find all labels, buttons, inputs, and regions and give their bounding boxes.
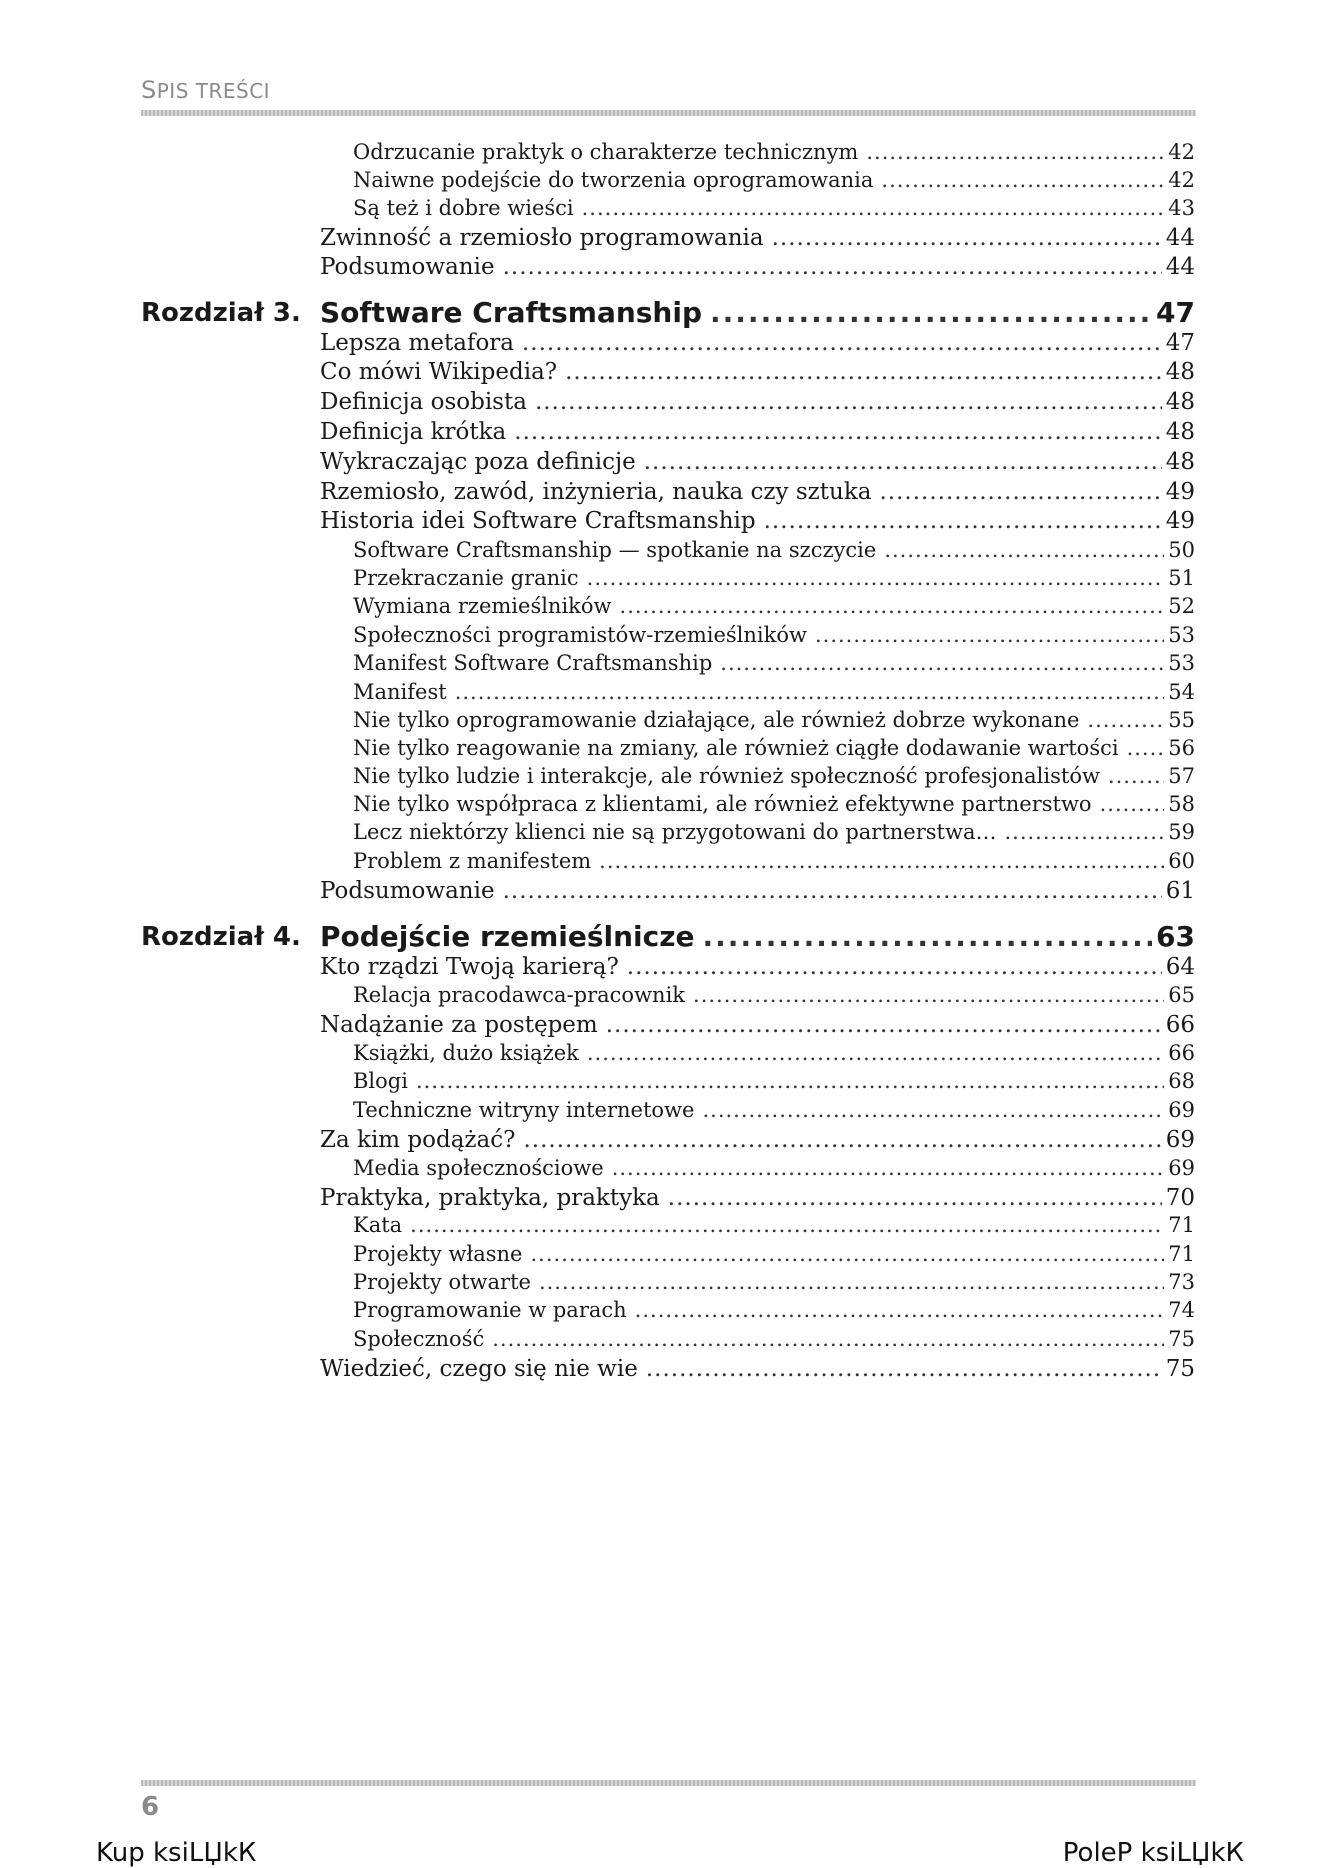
leader-dots: [879, 479, 1161, 505]
entry-title: Rzemiosło, zawód, inżynieria, nauka czy sztuka: [320, 479, 872, 505]
entry-title: Definicja krótka: [320, 419, 507, 445]
chapter-page: 47: [1156, 296, 1195, 329]
entry-title: Podsumowanie: [320, 254, 495, 280]
leader-dots: [539, 1270, 1164, 1294]
leader-dots: [702, 1098, 1164, 1122]
entry-page: 48: [1165, 359, 1195, 385]
entry-page: 49: [1165, 508, 1195, 534]
entry-title: Definicja osobista: [320, 389, 527, 415]
leader-dots: [646, 1356, 1162, 1382]
leader-dots: [416, 1069, 1164, 1093]
entry-page: 52: [1168, 594, 1195, 618]
entry-page: 42: [1168, 140, 1195, 164]
entry-page: 58: [1168, 792, 1195, 816]
toc-subsection-entry[interactable]: [353, 792, 1195, 816]
entry-page: 53: [1168, 651, 1195, 675]
entry-page: 48: [1165, 449, 1195, 475]
entry-title: Lepsza metafora: [320, 330, 514, 356]
entry-page: 42: [1168, 168, 1195, 192]
toc-section-entry[interactable]: [320, 254, 1195, 280]
entry-title: Wymiana rzemieślników: [353, 594, 612, 618]
leader-dots: [668, 1185, 1162, 1211]
footer-buy-link[interactable]: Kup ksiLЏkК: [96, 1838, 257, 1868]
entry-title: Nie tylko reagowanie na zmiany, ale również ciągłe dodawanie wartości: [353, 736, 1119, 760]
entry-title: Media społecznościowe: [353, 1156, 604, 1180]
leader-dots: [587, 566, 1165, 590]
entry-title: Kto rządzi Twoją karierą?: [320, 954, 619, 980]
toc-subsection-entry[interactable]: [353, 566, 1195, 590]
leader-dots: [612, 1156, 1165, 1180]
entry-page: 69: [1168, 1098, 1195, 1122]
leader-dots: [522, 330, 1162, 356]
running-header: [141, 76, 270, 104]
leader-dots: [627, 954, 1162, 980]
chapter-page: 63: [1156, 920, 1195, 953]
chapter-label: Rozdział 4.: [141, 922, 301, 952]
leader-dots: [503, 878, 1162, 904]
entry-title: Lecz niektórzy klienci nie są przygotowani do partnerstwa…: [353, 820, 997, 844]
entry-title: Problem z manifestem: [353, 849, 592, 873]
running-header-rest: PIS TREŚCI: [156, 79, 271, 103]
entry-page: 73: [1168, 1270, 1195, 1294]
entry-title: Nadążanie za postępem: [320, 1012, 598, 1038]
leader-dots: [582, 196, 1165, 220]
entry-title: Wiedzieć, czego się nie wie: [320, 1356, 638, 1382]
toc-section-entry[interactable]: [320, 1356, 1195, 1382]
running-header-initial: S: [141, 76, 157, 104]
leader-dots: [1087, 708, 1164, 732]
header-rule: [141, 110, 1196, 116]
page-number: 6: [141, 1792, 160, 1822]
entry-title: Naiwne podejście do tworzenia oprogramowania: [353, 168, 874, 192]
entry-title: Projekty otwarte: [353, 1270, 531, 1294]
entry-title: Za kim podążać?: [320, 1127, 516, 1153]
leader-dots: [772, 225, 1162, 251]
entry-page: 59: [1168, 820, 1195, 844]
leader-dots: [492, 1327, 1164, 1351]
toc-section-entry[interactable]: [320, 508, 1195, 534]
leader-dots: [599, 849, 1164, 873]
toc-subsection-entry[interactable]: [353, 1156, 1195, 1180]
entry-page: 43: [1168, 196, 1195, 220]
entry-title: Odrzucanie praktyk o charakterze technicznym: [353, 140, 859, 164]
entry-page: 54: [1168, 680, 1195, 704]
entry-title: Relacja pracodawca-pracownik: [353, 983, 686, 1007]
chapter-title: Software Craftsmanship: [320, 296, 703, 329]
toc-subsection-entry[interactable]: [353, 594, 1195, 618]
toc-subsection-entry[interactable]: [353, 849, 1195, 873]
toc-subsection-entry[interactable]: [353, 764, 1195, 788]
entry-title: Praktyka, praktyka, praktyka: [320, 1185, 660, 1211]
entry-page: 60: [1168, 849, 1195, 873]
entry-title: Wykraczając poza definicje: [320, 449, 636, 475]
leader-dots: [866, 140, 1164, 164]
toc-subsection-entry[interactable]: [353, 168, 1195, 192]
leader-dots: [531, 1242, 1165, 1266]
toc-section-entry[interactable]: [320, 1127, 1195, 1153]
leader-dots: [764, 508, 1162, 534]
toc-subsection-entry[interactable]: [353, 1098, 1195, 1122]
toc-chapter-entry[interactable]: [320, 920, 1195, 953]
entry-title: Podsumowanie: [320, 878, 495, 904]
leader-dots: [514, 419, 1161, 445]
entry-page: 65: [1168, 983, 1195, 1007]
toc-section-entry[interactable]: [320, 359, 1195, 385]
entry-title: Techniczne witryny internetowe: [353, 1098, 695, 1122]
entry-page: 48: [1165, 389, 1195, 415]
leader-dots: [606, 1012, 1162, 1038]
entry-title: Zwinność a rzemiosło programowania: [320, 225, 764, 251]
entry-title: Co mówi Wikipedia?: [320, 359, 558, 385]
leader-dots: [635, 1298, 1165, 1322]
leader-dots: [1004, 820, 1164, 844]
entry-title: Nie tylko ludzie i interakcje, ale również społeczność profesjonalistów: [353, 764, 1100, 788]
entry-page: 71: [1168, 1213, 1195, 1237]
entry-page: 56: [1168, 736, 1195, 760]
entry-page: 69: [1168, 1156, 1195, 1180]
leader-dots: [455, 680, 1165, 704]
entry-page: 51: [1168, 566, 1195, 590]
toc-section-entry[interactable]: [320, 1012, 1195, 1038]
entry-title: Społeczności programistów-rzemieślników: [353, 623, 807, 647]
leader-dots: [703, 920, 1153, 953]
leader-dots: [881, 168, 1164, 192]
toc-subsection-entry[interactable]: [353, 1213, 1195, 1237]
toc-section-entry[interactable]: [320, 1185, 1195, 1211]
entry-page: 70: [1165, 1185, 1195, 1211]
leader-dots: [620, 594, 1165, 618]
leader-dots: [644, 449, 1162, 475]
entry-page: 66: [1168, 1041, 1195, 1065]
toc-subsection-entry[interactable]: [353, 708, 1195, 732]
toc-subsection-entry[interactable]: [353, 140, 1195, 164]
toc-subsection-entry[interactable]: [353, 196, 1195, 220]
entry-page: 50: [1168, 538, 1195, 562]
toc-section-entry[interactable]: [320, 330, 1195, 356]
leader-dots: [720, 651, 1164, 675]
toc-subsection-entry[interactable]: [353, 1298, 1195, 1322]
entry-title: Są też i dobre wieści: [353, 196, 574, 220]
toc-subsection-entry[interactable]: [353, 1069, 1195, 1093]
entry-title: Projekty własne: [353, 1242, 523, 1266]
entry-page: 49: [1165, 479, 1195, 505]
entry-page: 53: [1168, 623, 1195, 647]
toc-section-entry[interactable]: [320, 389, 1195, 415]
entry-title: Manifest: [353, 680, 447, 704]
entry-page: 68: [1168, 1069, 1195, 1093]
entry-title: Historia idei Software Craftsmanship: [320, 508, 756, 534]
entry-title: Blogi: [353, 1069, 408, 1093]
entry-page: 75: [1165, 1356, 1195, 1382]
toc-subsection-entry[interactable]: [353, 820, 1195, 844]
leader-dots: [565, 359, 1162, 385]
entry-title: Programowanie w parach: [353, 1298, 627, 1322]
toc-chapter-entry[interactable]: [320, 296, 1195, 329]
leader-dots: [710, 296, 1152, 329]
leader-dots: [535, 389, 1162, 415]
toc-subsection-entry[interactable]: [353, 538, 1195, 562]
toc-section-entry[interactable]: [320, 419, 1195, 445]
entry-title: Społeczność: [353, 1327, 485, 1351]
entry-title: Nie tylko oprogramowanie działające, ale również dobrze wykonane: [353, 708, 1080, 732]
entry-title: Nie tylko współpraca z klientami, ale również efektywne partnerstwo: [353, 792, 1092, 816]
toc-subsection-entry[interactable]: [353, 1041, 1195, 1065]
toc-section-entry[interactable]: [320, 449, 1195, 475]
entry-title: Manifest Software Craftsmanship: [353, 651, 713, 675]
entry-page: 64: [1165, 954, 1195, 980]
entry-title: Kata: [353, 1213, 403, 1237]
chapter-title: Podejście rzemieślnicze: [320, 920, 695, 953]
entry-page: 44: [1165, 225, 1195, 251]
toc-section-entry[interactable]: [320, 225, 1195, 251]
entry-page: 74: [1168, 1298, 1195, 1322]
footer-recommend-link[interactable]: PoleР ksiLЏkК: [1062, 1838, 1244, 1868]
entry-title: Książki, dużo książek: [353, 1041, 579, 1065]
entry-page: 47: [1165, 330, 1195, 356]
toc-subsection-entry[interactable]: [353, 623, 1195, 647]
entry-page: 55: [1168, 708, 1195, 732]
leader-dots: [523, 1127, 1161, 1153]
leader-dots: [1127, 736, 1165, 760]
leader-dots: [503, 254, 1162, 280]
leader-dots: [410, 1213, 1164, 1237]
leader-dots: [693, 983, 1164, 1007]
leader-dots: [587, 1041, 1164, 1065]
entry-page: 57: [1168, 764, 1195, 788]
entry-page: 75: [1168, 1327, 1195, 1351]
toc-subsection-entry[interactable]: [353, 736, 1195, 760]
entry-page: 61: [1165, 878, 1195, 904]
toc-subsection-entry[interactable]: [353, 1327, 1195, 1351]
entry-page: 44: [1165, 254, 1195, 280]
toc-subsection-entry[interactable]: [353, 651, 1195, 675]
toc-section-entry[interactable]: [320, 479, 1195, 505]
toc-section-entry[interactable]: [320, 878, 1195, 904]
entry-title: Software Craftsmanship — spotkanie na szczycie: [353, 538, 877, 562]
entry-title: Przekraczanie granic: [353, 566, 579, 590]
footer-rule: [141, 1780, 1196, 1786]
chapter-label: Rozdział 3.: [141, 298, 301, 328]
toc-subsection-entry[interactable]: [353, 680, 1195, 704]
toc-section-entry[interactable]: [320, 954, 1195, 980]
leader-dots: [884, 538, 1164, 562]
entry-page: 71: [1168, 1242, 1195, 1266]
leader-dots: [1100, 792, 1165, 816]
toc-subsection-entry[interactable]: [353, 1242, 1195, 1266]
entry-page: 69: [1165, 1127, 1195, 1153]
toc-subsection-entry[interactable]: [353, 1270, 1195, 1294]
leader-dots: [815, 623, 1164, 647]
entry-page: 66: [1165, 1012, 1195, 1038]
leader-dots: [1108, 764, 1164, 788]
entry-page: 48: [1165, 419, 1195, 445]
toc-subsection-entry[interactable]: [353, 983, 1195, 1007]
